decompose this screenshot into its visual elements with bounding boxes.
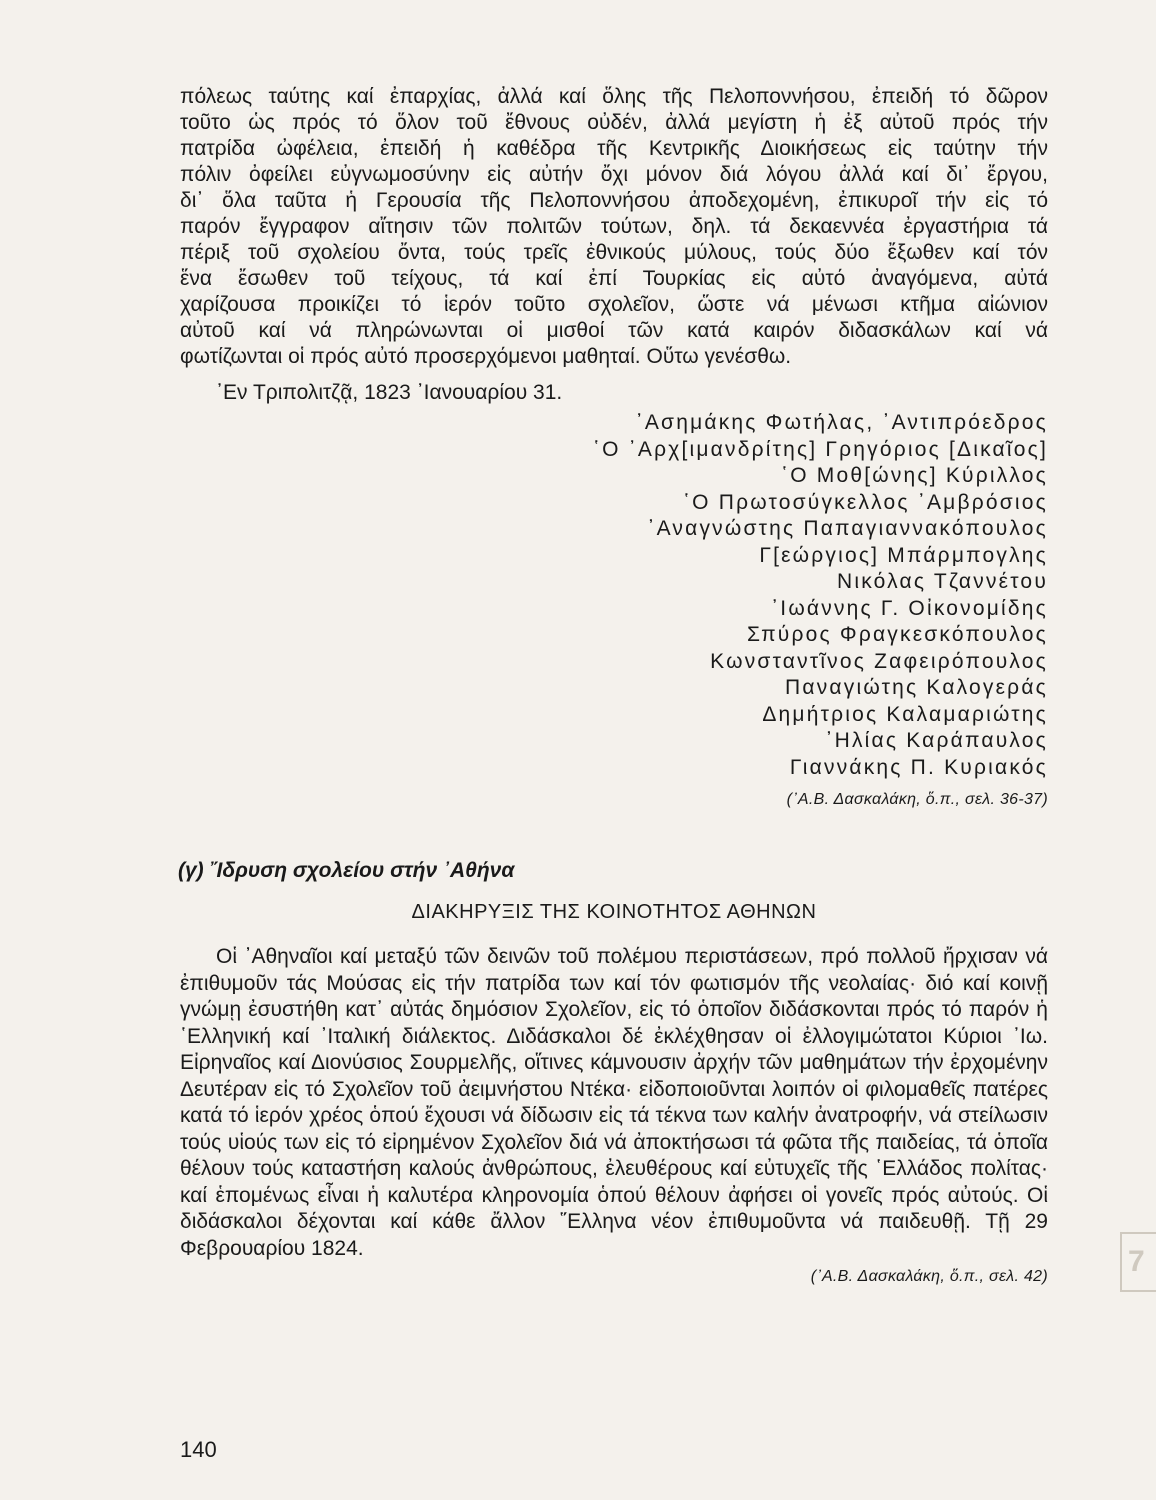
intro-line: πόλεως ταύτης καί ἐπαρχίας, ἀλλά καί ὅλης τῆς Πελοποννήσου, ἐπειδή τό δῶρον: [180, 85, 1048, 108]
signatory: Παναγιώτης Καλογεράς: [785, 676, 1048, 699]
intro-line: τοῦτο ὡς πρός τό ὅλον τοῦ ἔθνους οὐδέν, ἀλλά μεγίστη ἡ ἐξ αὐτοῦ πρός τήν: [180, 111, 1048, 134]
place-date-line: ᾿Εν Τριπολιτζᾷ, 1823 ᾿Ιανουαρίου 31.: [216, 381, 563, 404]
intro-line: χαρίζουσα προικίζει τό ἱερόν τοῦτο σχολεῖον, ὥστε νά μένωσι κτῆμα αἰώνιον: [180, 293, 1048, 316]
signatory: Νικόλας Τζαννέτου: [837, 570, 1048, 593]
intro-line: πόλιν ὀφείλει εὐγνωμοσύνην εἰς αὐτήν ὄχι μόνον διά λόγου ἀλλά καί δι᾿ ἔργου,: [180, 163, 1048, 186]
signatories-list: [180, 410, 1048, 781]
page-content: [180, 84, 1048, 1286]
margin-mark: 7: [1120, 1232, 1156, 1292]
signatory: ᾿Ιωάννης Γ. Οἰκονομίδης: [771, 596, 1048, 620]
signatory: Δημήτριος Καλαμαριώτης: [762, 702, 1048, 726]
source-citation-1: (᾿Α.Β. Δασκαλάκη, ὅ.π., σελ. 36-37): [786, 791, 1048, 808]
declaration-paragraph: Οἱ ᾿Αθηναῖοι καί μεταξύ τῶν δεινῶν τοῦ πολέμου περιστάσεων, πρό πολλοῦ ἤρχισαν νά ἐπιθυμοῦν τάς Μούσας εἰς τήν πατρίδα των καί τόν φωτισμόν τῆς νεολαίας· διό καί κοινῇ γνώμῃ ἐσυστήθη κατ᾿ αὐτάς δημόσιον Σχολεῖον, εἰς τό ὁποῖον διδάσκονται πρός τό παρόν ἡ ῾Ελληνική καί ᾿Ιταλική διάλεκτος. Διδάσκαλοι δέ ἐκλέχθησαν οἱ ἐλλογιμώτατοι Κύριοι ᾿Ιω. Εἰρηναῖος καί Διονύσιος Σουρμελῆς, οἵτινες κάμνουσιν ἀρχήν τῶν μαθημάτων τήν ἐρχομένην Δευτέραν εἰς τό Σχολεῖον τοῦ ἀειμνήστου Ντέκα· εἰδοποιοῦνται λοιπόν οἱ φιλομαθεῖς πατέρες κατά τό ἱερόν χρέος ὁπού ἔχουσι νά δίδωσιν εἰς τά τέκνα των καλήν ἀνατροφήν, νά στείλωσιν τούς υἱούς των εἰς τό εἰρημένον Σχολεῖον διά νά ἀποκτήσωσι τά φῶτα τῆς παιδείας, τά ὁποῖα θέλουν τούς καταστήση καλούς ἀνθρώπους, ἐλευθέρους καί εὐτυχεῖς τῆς ῾Ελλάδος πολίτας· καί ἑπομένως εἶναι ἡ καλυτέρα κληρονομία ὁπού θέλουν ἀφήσει οἱ γονεῖς πρός αὐτούς. Οἱ διδάσκαλοι δέχονται καί κάθε ἄλλον ῞Ελληνα νέον ἐπιθυμοῦντα νά παιδευθῇ. Τῇ 29 Φεβρουαρίου 1824.: [180, 945, 1048, 1260]
source-citation-2: (᾿Α.Β. Δασκαλάκη, ὅ.π., σελ. 42): [810, 1268, 1048, 1285]
signatory: Σπύρος Φραγκεσκόπουλος: [746, 623, 1048, 646]
signatory: ᾿Ασημάκης Φωτήλας, ᾿Αντιπρόεδρος: [635, 411, 1048, 434]
intro-paragraph: [180, 84, 1048, 370]
signatory: Γ[εώργιος] Μπάρμπογλης: [759, 543, 1048, 567]
page-number: 140: [180, 1437, 217, 1462]
intro-line: παρόν ἔγγραφον αἴτησιν τῶν πολιτῶν τούτων, δηλ. τά δεκαεννέα ἐργαστήρια τά: [180, 215, 1048, 238]
signatory: Κωνσταντῖνος Ζαφειρόπουλος: [710, 649, 1048, 673]
section-heading: (γ) ῎Ιδρυση σχολείου στήν ᾿Αθήνα: [178, 859, 515, 882]
declaration-text: [180, 944, 1048, 1262]
signatory: Γιαννάκης Π. Κυριακός: [789, 755, 1048, 779]
intro-line: δι᾿ ὅλα ταῦτα ἡ Γερουσία τῆς Πελοποννήσου ἀποδεχομένη, ἐπικυροῖ τήν εἰς τό: [180, 189, 1048, 212]
intro-line: φωτίζωνται οἱ πρός αὐτό προσερχόμενοι μαθηταί. Οὕτω γενέσθω.: [180, 345, 792, 368]
intro-line: αὐτοῦ καί νά πληρώνωνται οἱ μισθοί τῶν κατά καιρόν διδασκάλων καί νά: [180, 319, 1048, 342]
intro-line: πέριξ τοῦ σχολείου ὄντα, τούς τρεῖς ἐθνικούς μύλους, τούς δύο ἔξωθεν καί τόν: [180, 241, 1048, 264]
signatory: ῾Ο Πρωτοσύγκελλος ᾿Αμβρόσιος: [682, 490, 1048, 514]
signatory: ᾿Ηλίας Καράπαυλος: [825, 729, 1048, 752]
declaration-title: ΔΙΑΚΗΡΥΞΙΣ ΤΗΣ ΚΟΙΝΟΤΗΤΟΣ ΑΘΗΝΩΝ: [411, 901, 817, 923]
signatory: ῾Ο Μοθ[ώνης] Κύριλλος: [781, 464, 1048, 487]
signatory: ῾Ο ᾿Αρχ[ιμανδρίτης] Γρηγόριος [Δικαῖος]: [592, 437, 1048, 461]
signatory: ᾿Αναγνώστης Παπαγιαννακόπουλος: [647, 517, 1048, 540]
intro-line: ἕνα ἔσωθεν τοῦ τείχους, τά καί ἐπί Τουρκίας εἰς αὐτό ἀναγόμενα, αὐτά: [180, 267, 1048, 290]
intro-line: πατρίδα ὠφέλεια, ἐπειδή ἡ καθέδρα τῆς Κεντρικῆς Διοικήσεως εἰς ταύτην τήν: [180, 137, 1048, 160]
